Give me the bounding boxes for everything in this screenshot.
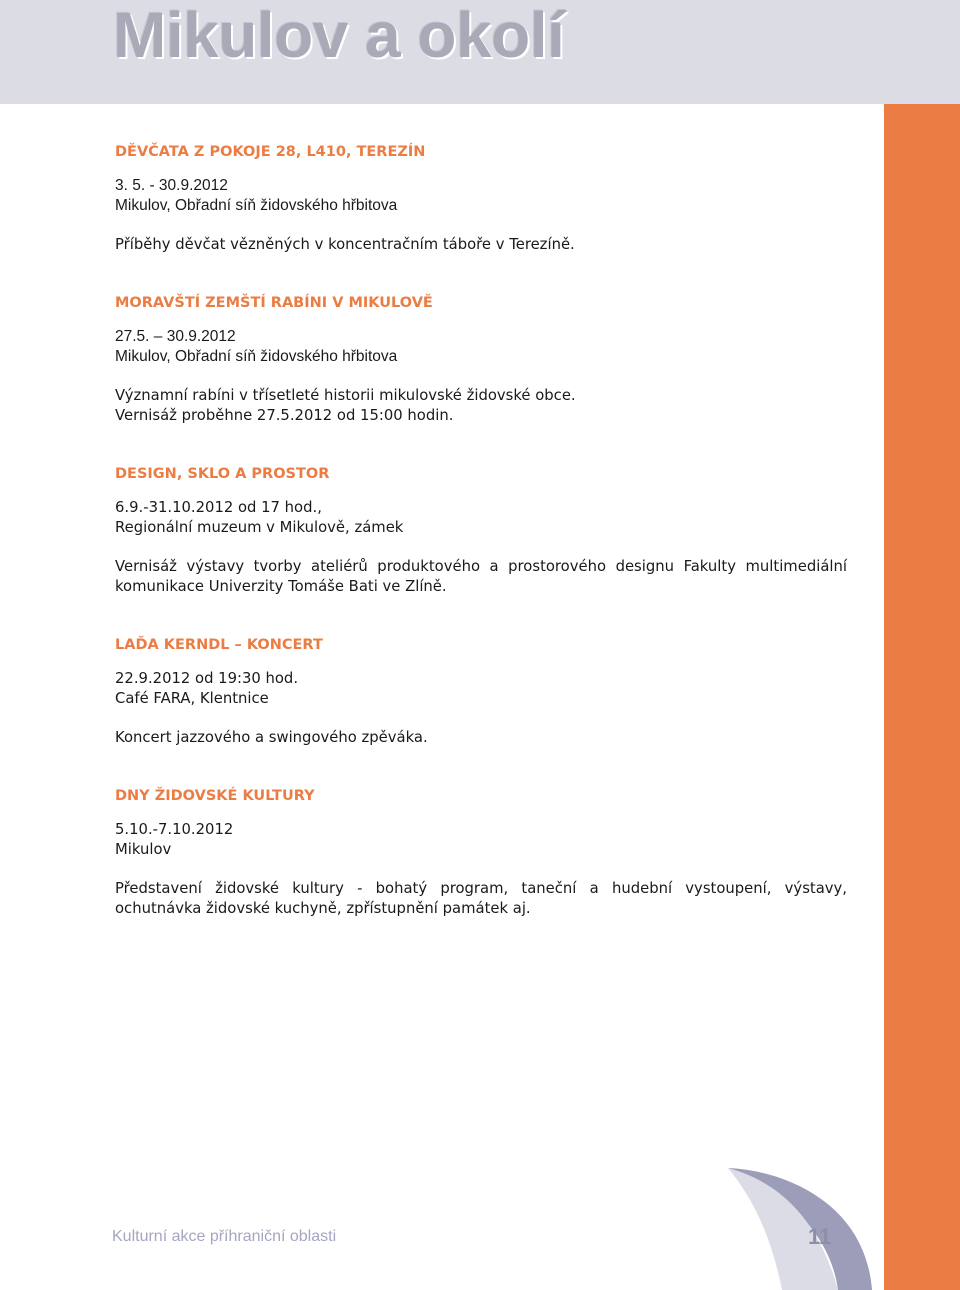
- event-section: [115, 786, 847, 919]
- events-list: [115, 142, 847, 919]
- footer-swoosh-graphic: [720, 1160, 890, 1290]
- footer-label: Kulturní akce příhraniční oblasti: [112, 1228, 337, 1245]
- page-header: [0, 0, 960, 104]
- event-title: LAĎA KERNDL – KONCERT: [115, 637, 323, 653]
- event-description: Vernisáž proběhne 27.5.2012 od 15:00 hodin.: [115, 407, 454, 424]
- event-date: 22.9.2012 od 19:30 hod.: [115, 670, 299, 687]
- page-title: Mikulov a okolí: [113, 0, 565, 71]
- event-title: DESIGN, SKLO A PROSTOR: [115, 466, 330, 482]
- event-date: 5.10.-7.10.2012: [115, 821, 234, 838]
- side-accent-bar: [884, 104, 960, 1290]
- event-title: MORAVŠTÍ ZEMŠTÍ RABÍNI V MIKULOVĚ: [115, 295, 433, 311]
- event-venue: Mikulov, Obřadní síň židovského hřbitova: [115, 197, 398, 214]
- event-title: DĚVČATA Z POKOJE 28, L410, TEREZÍN: [115, 144, 426, 160]
- event-description: Koncert jazzového a swingového zpěváka.: [115, 729, 428, 746]
- event-title: DNY ŽIDOVSKÉ KULTURY: [115, 788, 315, 804]
- event-venue: Café FARA, Klentnice: [115, 690, 269, 707]
- event-description: Představení židovské kultury - bohatý program, taneční a hudební vystoupení, výstavy, ochutnávka židovské kuchyně, zpřístupnění památek aj.: [115, 880, 847, 917]
- event-section: [115, 293, 847, 426]
- event-description: Vernisáž výstavy tvorby ateliérů produktového a prostorového designu Fakulty multimediální komunikace Univerzity Tomáše Bati ve Zlíně.: [115, 558, 847, 595]
- event-venue: Mikulov, Obřadní síň židovského hřbitova: [115, 348, 398, 365]
- event-date: 27.5. – 30.9.2012: [115, 328, 236, 345]
- event-venue: Mikulov: [115, 841, 172, 858]
- event-section: [115, 635, 847, 748]
- event-description: Významní rabíni v třísetleté historii mikulovské židovské obce.: [115, 387, 576, 404]
- event-section: [115, 464, 847, 597]
- page-number: 11: [808, 1224, 832, 1249]
- event-date: 3. 5. - 30.9.2012: [115, 177, 228, 194]
- event-description: Příběhy děvčat vězněných v koncentračním táboře v Terezíně.: [115, 236, 575, 253]
- event-venue: Regionální muzeum v Mikulově, zámek: [115, 519, 404, 536]
- event-date: 6.9.-31.10.2012 od 17 hod.,: [115, 499, 322, 516]
- event-section: [115, 142, 847, 255]
